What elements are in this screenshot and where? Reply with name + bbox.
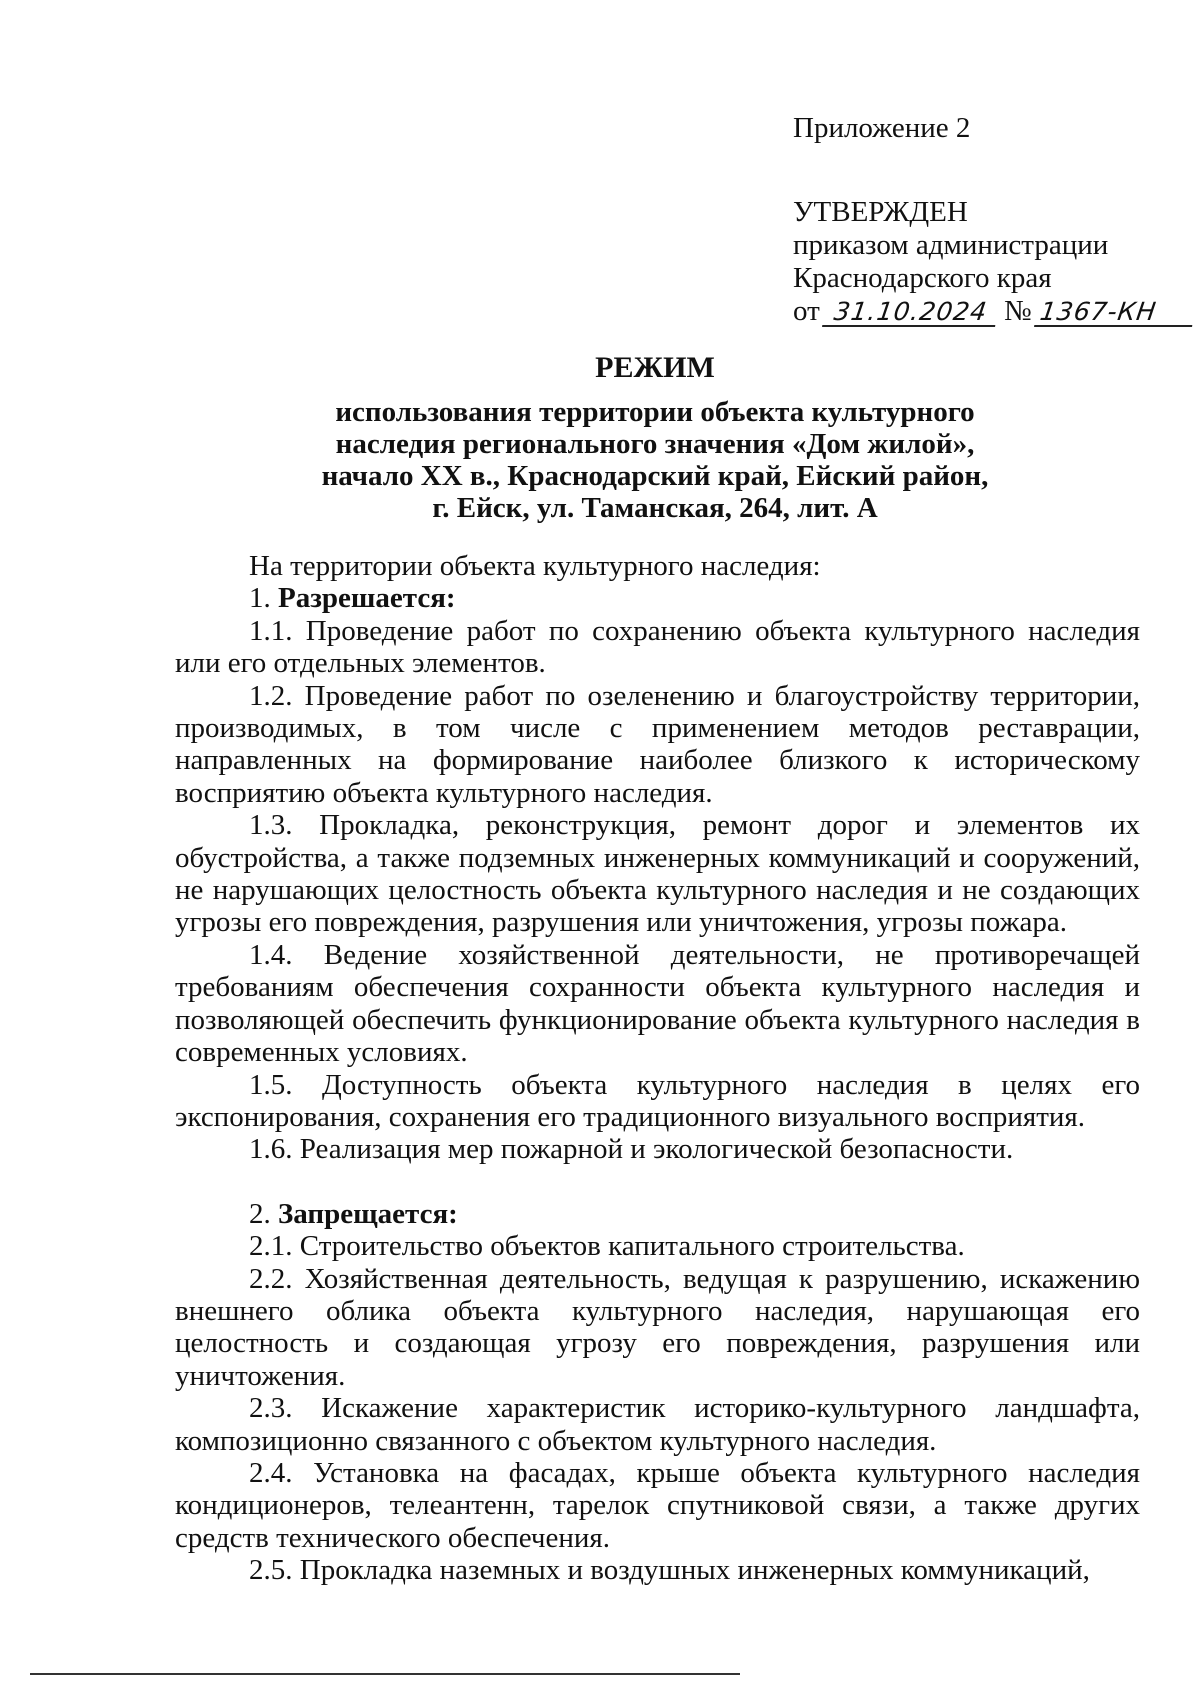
list-item: 2.1. Строительство объектов капитального строительства. [249, 1230, 965, 1263]
approval-line-1: приказом администрации [793, 229, 1109, 261]
list-item: 2.4. Установка на фасадах, крыше объекта культурного наследия кондиционеров, телеантенн, тарелок спутниковой связи, а также других средств технического обеспечения. [175, 1456, 1140, 1554]
approved-label: УТВЕРЖДЕН [793, 196, 968, 228]
title-line-1: использования территории объекта культурного [335, 396, 975, 428]
handwritten-date: 31.10.2024 [822, 299, 999, 327]
title-line-2: наследия регионального значения «Дом жилой», [335, 428, 975, 460]
approval-line-2: Краснодарского края [793, 262, 1052, 294]
intro-paragraph: На территории объекта культурного наследия: [249, 550, 821, 582]
from-label: от [793, 295, 820, 327]
list-item: 1.2. Проведение работ по озеленению и благоустройству территории, производимых, в том числе с применением методов реставрации, направленных на формирование наиболее близкого к историческому восприятию объекта культурного наследия. [175, 679, 1140, 809]
list-item: 1.4. Ведение хозяйственной деятельности, не противоречащей требованиям обеспечения сохранности объекта культурного наследия и позволяющей обеспечить функционирование объекта культурного наследия в современных условиях. [175, 938, 1140, 1069]
list-item: 1.3. Прокладка, реконструкция, ремонт дорог и элементов их обустройства, а также подземных инженерных коммуникаций и сооружений, не нарушающих целостность объекта культурного наследия и не создающих угрозы его повреждения, разрушения или уничтожения, угрозы пожара. [175, 809, 1140, 939]
section-2-title: Запрещается: [278, 1197, 458, 1230]
number-label: № [1004, 295, 1032, 327]
list-item: 2.5. Прокладка наземных и воздушных инженерных коммуникаций, [249, 1554, 1090, 1587]
title-main: РЕЖИМ [595, 351, 715, 384]
list-item: 2.2. Хозяйственная деятельность, ведущая к разрушению, искажению внешнего облика объекта культурного наследия, нарушающая его целостность и создающая угрозу его повреждения, разрушения или уничтожения. [175, 1262, 1140, 1392]
section-2-heading [175, 1198, 1140, 1230]
title-line-3: начало XX в., Краснодарский край, Ейский район, [321, 460, 989, 492]
section-2-number: 2. [249, 1197, 271, 1230]
section-1-number: 1. [249, 582, 271, 615]
title-line-4: г. Ейск, ул. Таманская, 264, лит. А [432, 492, 878, 524]
list-item: 1.6. Реализация мер пожарной и экологической безопасности. [249, 1133, 1014, 1166]
footer-rule [30, 1673, 740, 1675]
approval-date-number-line [793, 295, 1194, 328]
list-item: 1.5. Доступность объекта культурного наследия в целях его экспонирования, сохранения его традиционного визуального восприятия. [175, 1068, 1140, 1133]
annex-label: Приложение 2 [793, 112, 971, 144]
list-item: 2.3. Искажение характеристик историко-культурного ландшафта, композиционно связанного с объектом культурного наследия. [175, 1392, 1140, 1457]
section-1-title: Разрешается: [278, 582, 456, 615]
document-body [175, 550, 1140, 1587]
section-1-heading [175, 582, 1140, 614]
handwritten-number: 1367-КН [1034, 299, 1196, 327]
approval-block [793, 112, 1194, 328]
document-title [175, 352, 1135, 524]
list-item: 1.1. Проведение работ по сохранению объекта культурного наследия или его отдельных элементов. [175, 614, 1140, 680]
